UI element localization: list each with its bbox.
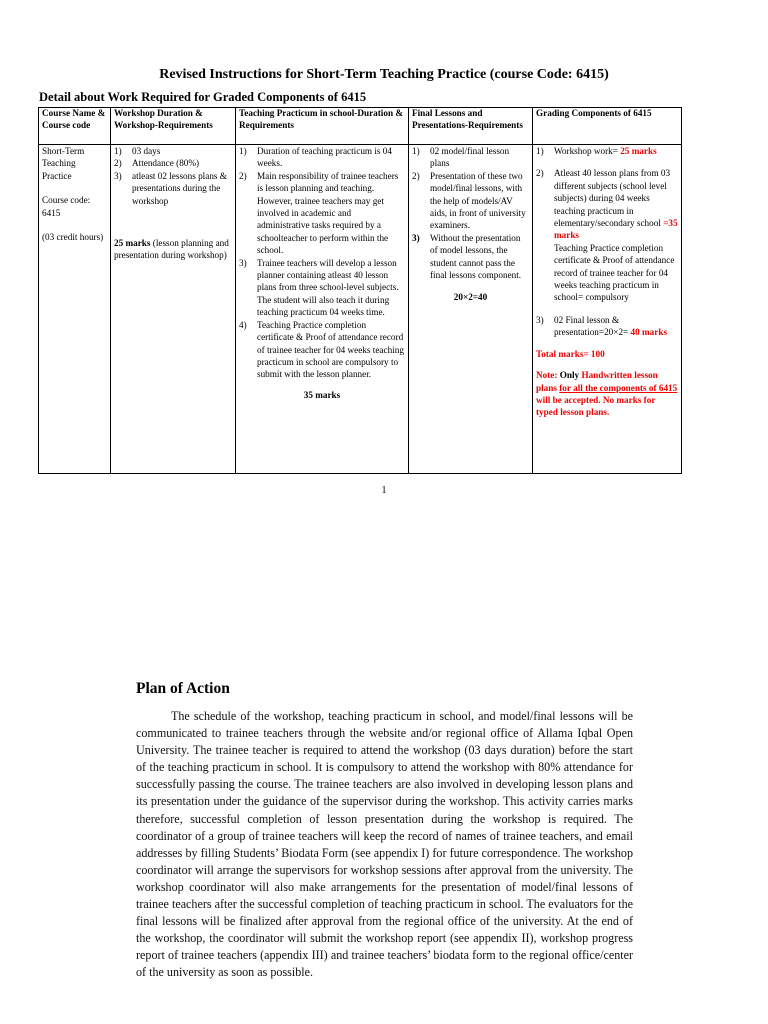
list-item: 3) Trainee teachers will develop a lesson planner containing atleast 40 lesson plans from three school-level subjects. The student will also teach it during teaching practicum 04 weeks time. [239,257,399,318]
list-item: 1) 03 days [114,146,161,156]
total-marks: Total marks= 100 [536,348,605,359]
final-lessons-cell [409,145,533,474]
header-final-lessons: Final Lessons and Presentations-Requirements [409,108,533,145]
detail-heading: Detail about Work Required for Graded Components of 6415 [39,90,367,104]
table-header-row [39,108,682,145]
document-title: Revised Instructions for Short-Term Teaching Practice (course Code: 6415) [159,67,609,82]
header-grading: Grading Components of 6415 [533,108,682,145]
final-lessons-formula: 20×2=40 [453,292,488,303]
list-item: 4) Teaching Practice completion certificate & Proof of attendance record of trainee teacher for 04 weeks teaching practicum in school are compulsory to submit with the lesson planner. [239,319,404,380]
table-row [39,145,682,474]
course-cell [39,145,111,474]
practicum-marks: 35 marks [303,389,341,400]
page-one [0,0,768,500]
list-item: 3) 02 Final lesson & presentation=20×2= 40 marks [536,314,668,338]
final-lessons-list [412,145,529,281]
grading-cell [533,145,682,474]
work-requirements-table [38,107,682,474]
header-practicum: Teaching Practicum in school-Duration & Requirements [236,108,409,145]
list-item: 2) Atleast 40 lesson plans from 03 different subjects (school level subjects) during 04 weeks teaching practicum in elementary/secondary school =35 marks Teaching Practice completion certificate & Proof of attendance record of trainee teacher for 04 weeks teaching practicum in school= compulsory [536,168,678,303]
workshop-cell [111,145,236,474]
practicum-list [239,145,405,381]
list-item: 2) Main responsibility of trainee teachers is lesson planning and teaching. However, trainee teachers may get involved in academic and administrative tasks required by a schoolteacher to perform within the school. [239,170,399,256]
grading-note: Note: Only Handwritten lesson plans for all the components of 6415 will be accepted. No marks for typed lesson plans. [536,370,678,418]
plan-of-action-heading: Plan of Action [136,680,230,697]
list-item: 1) 02 model/final lesson plans [412,146,510,169]
workshop-marks: 25 marks (lesson planning and presentation during workshop) [114,238,229,261]
list-item: 1) Workshop work= 25 marks [536,146,657,156]
list-item: 3) atleast 02 lessons plans & presentations during the workshop [114,170,227,206]
list-item: 2) Presentation of these two model/final lessons, with the help of models/AV aids, in front of university examiners. [412,170,526,231]
list-item: 2) Attendance (80%) [114,158,200,169]
grading-list [536,145,678,339]
plan-of-action-paragraph: The schedule of the workshop, teaching practicum in school, and model/final lessons will be communicated to trainee teachers through the website and/or regional office of Allama Iqbal Open University. The trainee teacher is required to attend the workshop (03 days duration) before the start of the teaching practicum in school. It is compulsory to attend the workshop with 80% attendance for successfully passing the course. The trainee teachers are also involved in developing lesson plans and its presentation under the guidance of the supervisor during the workshop. This activity carries marks therefore, successful completion of lesson presentation during the workshop is required. The coordinator of a group of trainee teachers will keep the record of names of trainee teachers, and email addresses by filling Students’ Biodata Form (see appendix I) for future correspondence. The workshop coordinator will arrange the supervisors for workshop sessions after approval from the university. The workshop coordinator will also make arrangements for the presentation of model/final lessons of trainee teachers after the successful completion of teaching practicum in school. The evaluators for the final lessons will be finalized after approval from the regional office of the university. At the end of the workshop, the coordinator will submit the workshop report (see appendix II), workshop progress report of trainee teachers (appendix III) and trainee teachers’ biodata form to the regional office/center of the university as soon as possible. [136,709,633,980]
header-course: Course Name & Course code [39,108,111,145]
list-item: 3) Without the presentation of model lessons, the student cannot pass the final lessons component. [412,232,522,281]
course-name: Short-Term Teaching Practice [42,146,85,181]
workshop-list [114,145,232,207]
header-workshop: Workshop Duration & Workshop-Requirements [111,108,236,145]
list-item: 1) Duration of teaching practicum is 04 weeks. [239,146,392,169]
page-number: 1 [381,485,387,496]
practicum-cell [236,145,409,474]
course-credit: (03 credit hours) [42,232,104,243]
course-code: Course code: 6415 [42,195,91,218]
